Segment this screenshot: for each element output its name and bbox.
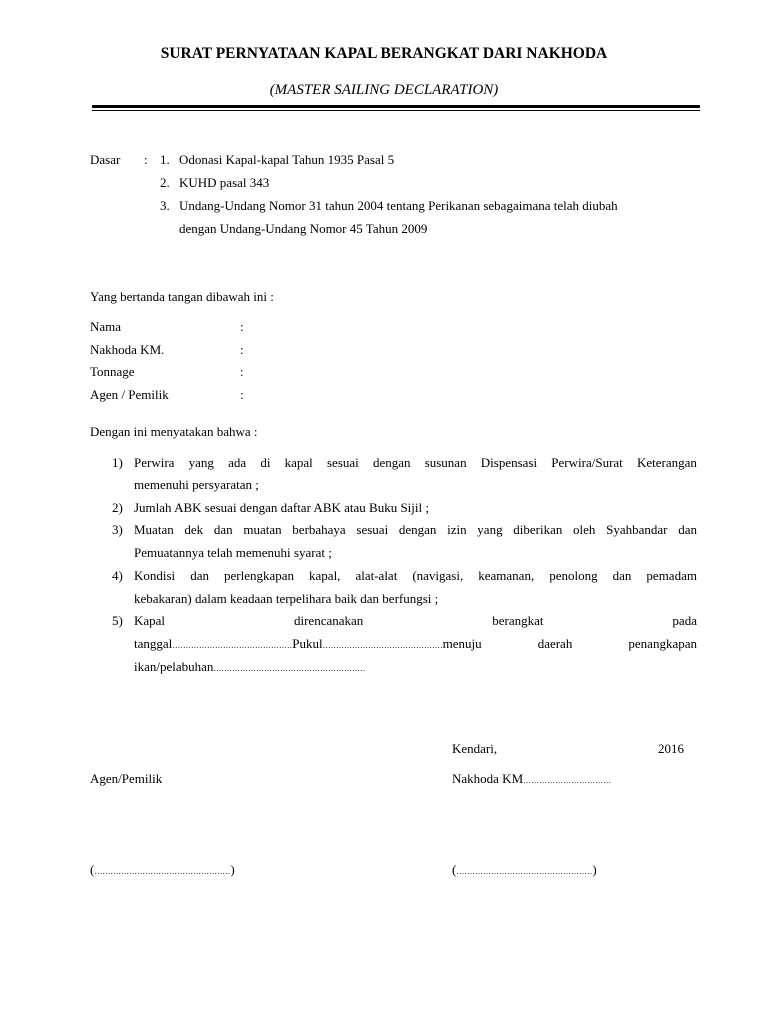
dasar-item-text: Undang-Undang Nomor 31 tahun 2004 tentang Perikanan sebagaimana telah diubah — [179, 198, 618, 213]
dasar-colon: : — [144, 152, 148, 167]
header-rule-thin — [92, 110, 700, 111]
word: keamanan, — [478, 568, 535, 583]
right-signature-blank-text: (……………………………………………) — [452, 862, 597, 877]
statement-3-line2: Pemuatannya telah memenuhi syarat ; — [134, 545, 332, 560]
word: Perwira/Surat — [551, 455, 623, 470]
word: dek — [184, 522, 204, 537]
dasar-item-num: 1. — [160, 152, 170, 167]
statement-intro: Dengan ini menyatakan bahwa : — [90, 424, 258, 439]
pukul-blank: ……………………………………… — [322, 641, 443, 650]
document-subtitle: (MASTER SAILING DECLARATION) — [269, 82, 499, 98]
word: pemadam — [646, 568, 697, 583]
word: muatan — [243, 522, 282, 537]
word: (navigasi, — [412, 568, 464, 583]
field-label-tonnage: Tonnage — [90, 364, 135, 379]
word: di — [260, 455, 271, 470]
nakhoda-km-blank: …………………………… — [523, 776, 612, 785]
ikan-pelabuhan-blank: ………………………………………………… — [213, 664, 366, 673]
word: dan — [678, 522, 697, 537]
field-colon: : — [240, 342, 244, 357]
field-label-agen: Agen / Pemilik — [90, 387, 169, 402]
dasar-label: Dasar — [90, 152, 121, 167]
word: Perwira — [134, 455, 175, 470]
field-colon: : — [240, 364, 244, 379]
statement-num: 3) — [112, 522, 123, 537]
tanggal-group — [134, 636, 482, 652]
statement-5-line3 — [134, 659, 365, 675]
word: alat-alat — [355, 568, 398, 583]
word: diberikan — [513, 522, 563, 537]
word: sesuai — [356, 522, 389, 537]
word: penolong — [549, 568, 598, 583]
daerah-word: daerah — [537, 636, 573, 651]
word: sesuai — [326, 455, 359, 470]
word: berbahaya — [292, 522, 346, 537]
word: Dispensasi — [480, 455, 538, 470]
word: yang — [477, 522, 503, 537]
word: oleh — [573, 522, 596, 537]
statement-1-line2: memenuhi persyaratan ; — [134, 477, 259, 492]
word: dengan — [398, 522, 437, 537]
dasar-item-text-continued: dengan Undang-Undang Nomor 45 Tahun 2009 — [179, 221, 428, 236]
field-label-nama: Nama — [90, 319, 122, 334]
tanggal-blank: ……………………………………… — [172, 641, 293, 650]
word: dan — [612, 568, 632, 583]
word: Muatan — [134, 522, 174, 537]
word: dengan — [372, 455, 411, 470]
dasar-item-num: 3. — [160, 198, 170, 213]
header-rule-thick — [92, 105, 700, 108]
field-colon: : — [240, 319, 244, 334]
place-city: Kendari, — [452, 741, 498, 756]
word: Syahbandar — [606, 522, 668, 537]
statement-2-line1: Jumlah ABK sesuai dengan daftar ABK atau Buku Sijil ; — [134, 500, 429, 515]
word: pada — [672, 613, 697, 628]
word: yang — [188, 455, 214, 470]
word: Kondisi — [134, 568, 176, 583]
word: berangkat — [492, 613, 544, 628]
left-signature-blank-text: (……………………………………………) — [90, 862, 235, 877]
word: dan — [190, 568, 209, 583]
word: ada — [228, 455, 247, 470]
left-signature-label: Agen/Pemilik — [90, 771, 163, 786]
field-label-nakhoda: Nakhoda KM. — [90, 342, 165, 357]
word: susunan — [424, 455, 467, 470]
statement-5-line1 — [134, 613, 697, 629]
penangkapan-word: penangkapan — [628, 636, 697, 651]
menuju-word: menuju — [442, 636, 482, 651]
right-signature-blank — [452, 862, 597, 878]
word: Kapal — [134, 613, 166, 628]
word: kapal — [284, 455, 313, 470]
word: izin — [447, 522, 467, 537]
dasar-item-text: Odonasi Kapal-kapal Tahun 1935 Pasal 5 — [179, 152, 395, 167]
signer-intro: Yang bertanda tangan dibawah ini : — [90, 289, 274, 304]
statement-4-line2: kebakaran) dalam keadaan terpelihara baik dan berfungsi ; — [134, 591, 439, 606]
place-year: 2016 — [658, 741, 684, 756]
dasar-item-num: 2. — [160, 175, 170, 190]
document-title: SURAT PERNYATAAN KAPAL BERANGKAT DARI NAKHODA — [160, 45, 608, 62]
tanggal-label: tanggal — [134, 636, 173, 651]
word: perlengkapan — [223, 568, 295, 583]
statement-num: 1) — [112, 455, 123, 470]
pukul-label: Pukul — [292, 636, 323, 651]
nakhoda-km-label: Nakhoda KM — [452, 771, 524, 786]
statement-num: 4) — [112, 568, 123, 583]
statement-1-line1 — [134, 455, 697, 471]
statement-num: 2) — [112, 500, 123, 515]
word: Keterangan — [636, 455, 697, 470]
ikan-pelabuhan-label: ikan/pelabuhan — [134, 659, 214, 674]
right-signature-label — [452, 771, 611, 787]
field-colon: : — [240, 387, 244, 402]
word: dan — [213, 522, 233, 537]
statement-3-line1 — [134, 522, 697, 538]
left-signature-blank — [90, 862, 235, 878]
word: kapal, — [309, 568, 341, 583]
word: direncanakan — [293, 613, 364, 628]
statement-4-line1 — [134, 568, 697, 584]
dasar-item-text: KUHD pasal 343 — [179, 175, 270, 190]
statement-5-line2 — [134, 636, 697, 652]
statement-num: 5) — [112, 613, 123, 628]
